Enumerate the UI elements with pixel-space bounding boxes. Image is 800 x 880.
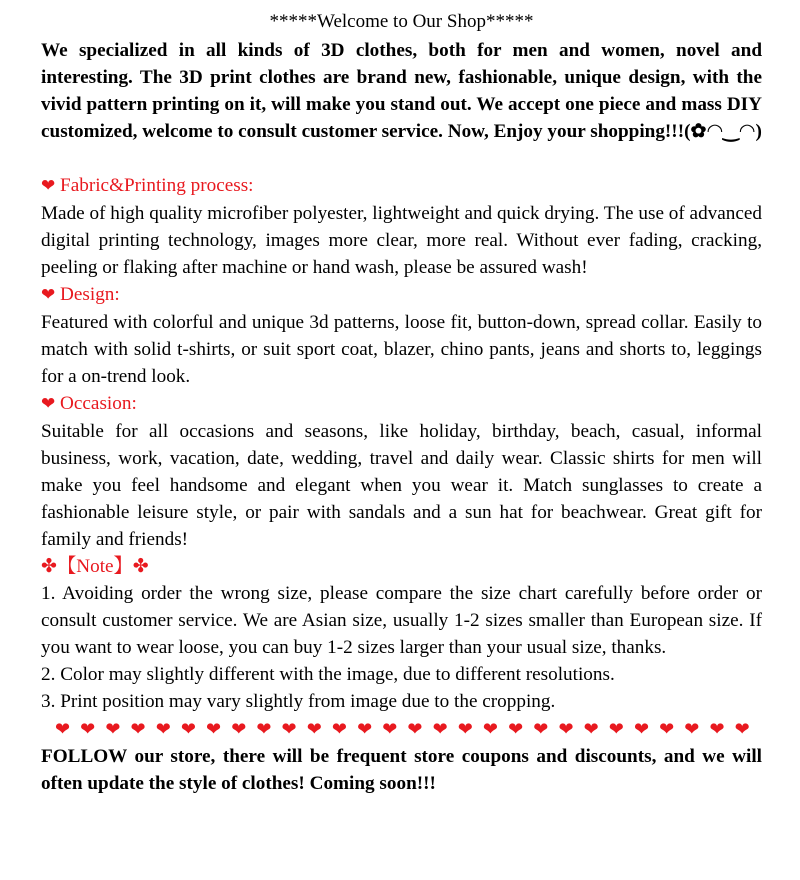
heart-icon: ❤ xyxy=(180,718,196,740)
heart-icon: ❤ xyxy=(231,718,247,740)
section-heading xyxy=(41,172,762,200)
section-title: Fabric&Printing process: xyxy=(60,175,254,196)
heart-icon: ❤ xyxy=(558,718,574,740)
heart-icon: ❤ xyxy=(256,718,272,740)
heart-icon: ❤ xyxy=(734,718,750,740)
heart-icon: ❤ xyxy=(407,718,423,740)
heart-icon: ❤ xyxy=(105,718,121,740)
shop-welcome-title: *****Welcome to Our Shop***** xyxy=(269,11,534,32)
section-fabric xyxy=(41,172,762,281)
heart-icon: ❤ xyxy=(41,285,56,305)
heart-icon: ❤ xyxy=(331,718,347,740)
heart-icon: ❤ xyxy=(482,718,499,740)
section-body: Featured with colorful and unique 3d patterns, loose fit, button-down, spread collar. Easily to match with solid t-shirts, or suit sport coat, blazer, chino pants, jeans and shorts to, leggings for a on-trend look. xyxy=(41,312,762,387)
section-heading xyxy=(41,390,762,418)
heart-icon: ❤ xyxy=(608,718,624,740)
heart-icon: ❤ xyxy=(55,718,71,740)
section-occasion xyxy=(41,390,762,553)
section-design xyxy=(41,281,762,390)
heart-icon: ❤ xyxy=(155,718,171,740)
heart-icon: ❤ xyxy=(206,718,222,740)
heart-icon: ❤ xyxy=(306,718,322,740)
note-item: 1. Avoiding order the wrong size, please compare the size chart carefully before order or consult customer service. We are Asian size, usually 1-2 sizes smaller than European size. If you want to wear loose, you can buy 1-2 sizes larger than your usual size, thanks. xyxy=(41,583,762,658)
heart-icon: ❤ xyxy=(432,718,448,740)
heart-icon: ❤ xyxy=(533,718,549,740)
note-heading: ✤【Note】✤ xyxy=(41,556,149,577)
heart-icon: ❤ xyxy=(633,718,650,740)
heart-icon: ❤ xyxy=(709,718,725,740)
footer-follow-text: FOLLOW our store, there will be frequent store coupons and discounts, and we will often update the style of clothes! Coming soon!!! xyxy=(41,746,762,794)
heart-icon: ❤ xyxy=(382,718,398,740)
intro-paragraph: We specialized in all kinds of 3D clothes, both for men and women, novel and interesting. The 3D print clothes are brand new, fashionable, unique design, with the vivid pattern printing on it, will make you stand out. We accept one piece and mass DIY customized, welcome to consult customer service. Now, Enjoy your shopping!!!(✿◠‿◠) xyxy=(41,40,762,142)
section-heading xyxy=(41,281,762,309)
heart-icon: ❤ xyxy=(457,718,473,740)
heart-icon: ❤ xyxy=(508,718,524,740)
section-body: Suitable for all occasions and seasons, like holiday, birthday, beach, casual, informal business, work, vacation, date, wedding, travel and daily wear. Classic shirts for men will make you feel handsome and elegant when you wear it. Match sunglasses to create a fashionable leisure style, or pair with sandals and a sun hat for beachwear. Great gift for family and friends! xyxy=(41,421,762,550)
section-title: Occasion: xyxy=(60,393,137,414)
heart-icon: ❤ xyxy=(130,718,146,740)
hearts-divider xyxy=(41,715,762,743)
product-description xyxy=(41,10,762,797)
heart-icon: ❤ xyxy=(684,718,700,740)
heart-icon: ❤ xyxy=(281,718,297,740)
section-body: Made of high quality microfiber polyester, lightweight and quick drying. The use of advanced digital printing technology, images more clear, more real. Without ever fading, cracking, peeling or flaking after machine or hand wash, please be assured wash! xyxy=(41,203,762,278)
note-item: 2. Color may slightly different with the image, due to different resolutions. xyxy=(41,664,615,685)
spacer xyxy=(41,145,762,172)
heart-icon: ❤ xyxy=(357,718,373,740)
heart-icon: ❤ xyxy=(41,176,56,196)
heart-icon: ❤ xyxy=(583,718,599,740)
note-item: 3. Print position may vary slightly from image due to the cropping. xyxy=(41,691,556,712)
heart-icon: ❤ xyxy=(659,718,675,740)
note-section xyxy=(41,553,762,715)
heart-icon: ❤ xyxy=(41,394,56,414)
heart-icon: ❤ xyxy=(80,718,96,740)
section-title: Design: xyxy=(60,284,120,305)
